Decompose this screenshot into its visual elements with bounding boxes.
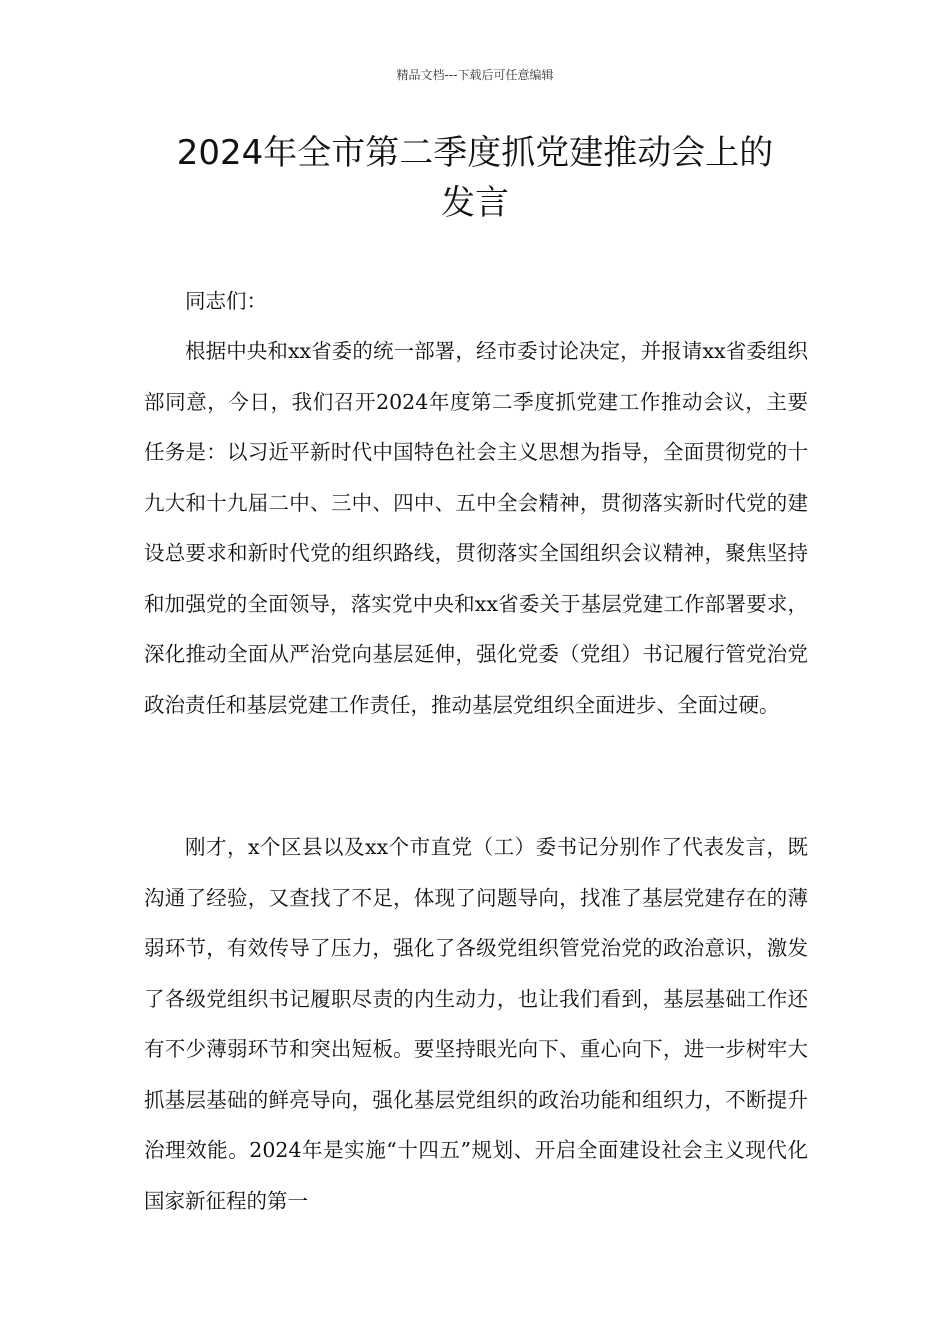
title-line-2: 发言 [441,183,509,223]
document-title [115,128,835,228]
header-note: 精品文档---下载后可任意编辑 [396,68,554,82]
title-line-1: 2024年全市第二季度抓党建推动会上的 [176,133,774,173]
salutation: 同志们： [185,289,267,313]
paragraph-2: 刚才，x个区县以及xx个市直党（工）委书记分别作了代表发言，既沟通了经验，又查找了不足，体现了问题导向，找准了基层党建存在的薄弱环节，有效传导了压力，强化了各级党组织管党治党的政治意识，激发了各级党组织书记履职尽责的内生动力，也让我们看到，基层基础工作还有不少薄弱环节和突出短板。要坚持眼光向下、重心向下，进一步树牢大抓基层基础的鲜亮导向，强化基层党组织的政治功能和组织力，不断提升治理效能。2024年是实施“十四五”规划、开启全面建设社会主义现代化国家新征程的第一 [144,835,808,1213]
paragraph-1: 根据中央和xx省委的统一部署，经市委讨论决定，并报请xx省委组织部同意，今日，我们召开2024年度第二季度抓党建工作推动会议，主要任务是：以习近平新时代中国特色社会主义思想为指导，全面贯彻党的十九大和十九届二中、三中、四中、五中全会精神，贯彻落实新时代党的建设总要求和新时代党的组织路线，贯彻落实全国组织会议精神，聚焦坚持和加强党的全面领导，落实党中央和xx省委关于基层党建工作部署要求，深化推动全面从严治党向基层延伸，强化党委（党组）书记履行管党治党政治责任和基层党建工作责任，推动基层党组织全面进步、全面过硬。 [144,339,808,717]
